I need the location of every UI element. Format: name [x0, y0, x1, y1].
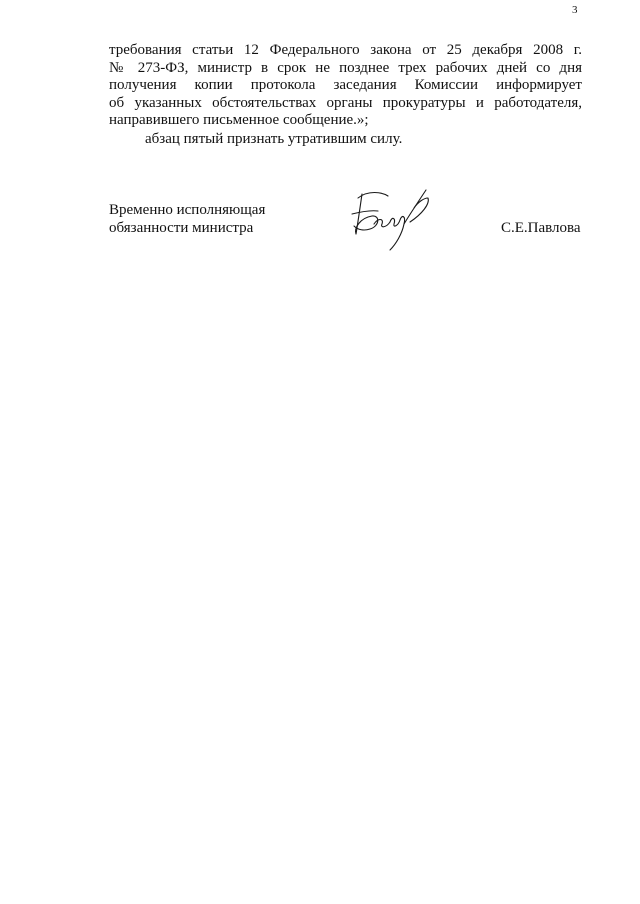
signer-name: С.Е.Павлова: [501, 220, 581, 236]
handwritten-signature: [344, 184, 434, 254]
body-line: № 273-ФЗ, министр в срок не позднее трех рабочих дней со дня: [109, 59, 582, 76]
body-line: получения копии протокола заседания Комиссии информирует: [109, 77, 582, 94]
body-line: направившего письменное сообщение.»;: [109, 112, 369, 129]
document-body: [109, 42, 582, 149]
body-line: требования статьи 12 Федерального закона от 25 декабря 2008 г.: [109, 42, 582, 58]
signer-title-line1: Временно исполняющая: [109, 202, 266, 218]
paragraph-annul: абзац пятый признать утратившим силу.: [145, 130, 403, 147]
signer-title: [109, 201, 265, 237]
body-line: об указанных обстоятельствах органы прокуратуры и работодателя,: [109, 94, 582, 111]
signer-title-line2: обязанности министра: [109, 220, 254, 236]
page-number: 3: [572, 4, 578, 16]
